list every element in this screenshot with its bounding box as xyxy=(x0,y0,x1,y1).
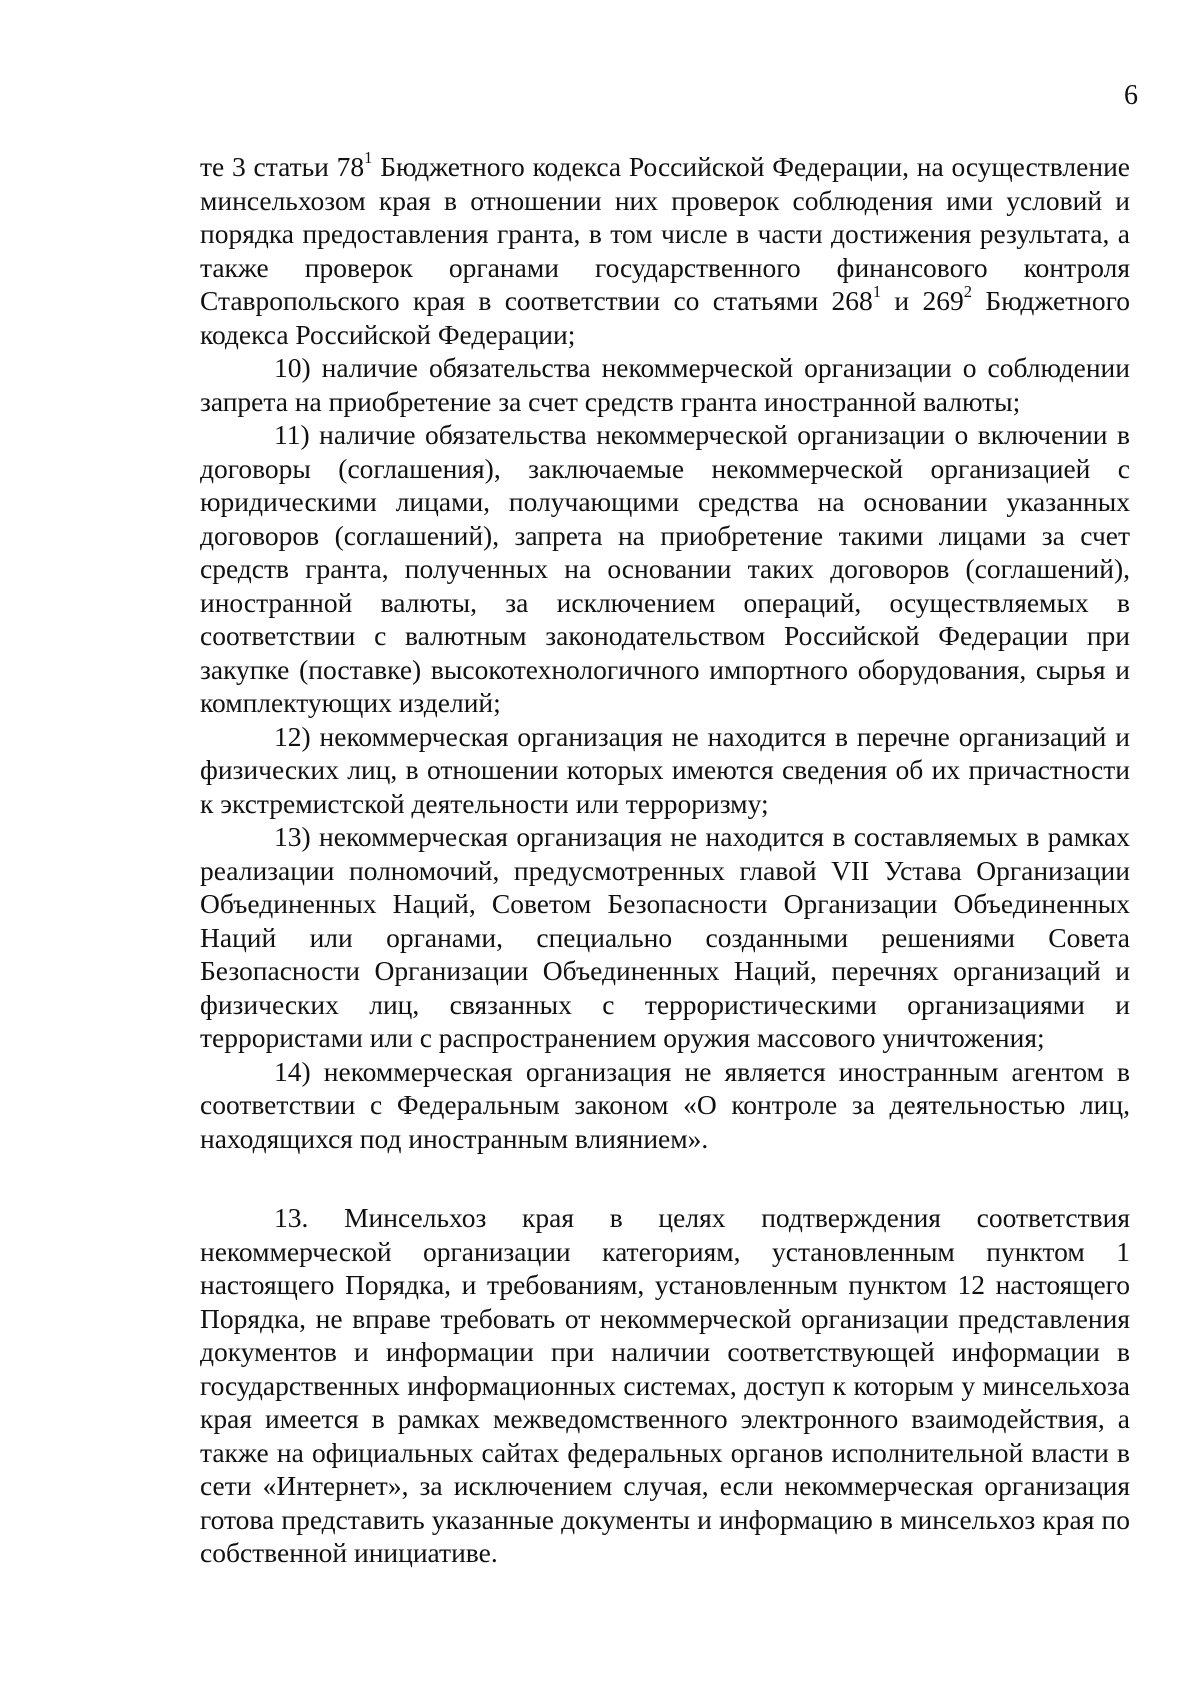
superscript: 1 xyxy=(872,282,882,302)
list-item-12: 12) некоммерческая организация не находится в перечне организаций и физических лиц, в отношении которых имеются сведения об их причастности к экстремистской деятельности или терроризму; xyxy=(200,720,1130,819)
section-13: 13. Минсельхоз края в целях подтверждения соответствия некоммерческой организации категориям, установленным пунктом 1 настоящего Порядка, и требованиям, установленным пунктом 12 настоящего Порядка, не вправе требовать от некоммерческой организации представления документов и информации при наличии соответствующей информации в государственных информационных системах, доступ к которым у минсельхоза края имеется в рамках межведомственного электронного взаимодействия, а также на официальных сайтах федеральных органов исполнительной власти в сети «Интернет», за исключением случая, если некоммерческая организация готова представить указанные документы и информацию в минсельхоз края по собственной инициативе. xyxy=(200,1202,1130,1568)
document-body xyxy=(200,150,1130,1570)
list-item-13: 13) некоммерческая организация не находится в составляемых в рамках реализации полномочий, предусмотренных главой VII Устава Организации Объединенных Наций, Советом Безопасности Организации Объединенных Наций или органами, специально созданными решениями Совета Безопасности Организации Объединенных Наций, перечнях организаций и физических лиц, связанных с террористическими организациями и террористами или с распространением оружия массового уничтожения; xyxy=(200,821,1130,1053)
paragraph-text: те 3 статьи 78 xyxy=(200,151,365,182)
page-number: 6 xyxy=(1124,80,1138,111)
paragraph-text: Бюджетного кодекса Российской Федерации, на осуществление минсельхозом края в отношении них проверок соблюдения ими условий и порядка предоставления гранта, в том числе в части достижения результата, а также проверок органами государственного финансового контроля Ставропольского края в соответствии со статьями 268 xyxy=(200,151,1130,316)
paragraph-text: и 269 xyxy=(881,285,964,316)
superscript: 1 xyxy=(364,148,373,168)
paragraph-continuation xyxy=(200,150,1130,351)
superscript: 2 xyxy=(963,282,973,302)
list-item-14: 14) некоммерческая организация не является иностранным агентом в соответствии с Федеральным законом «О контроле за деятельностью лиц, находящихся под иностранным влиянием». xyxy=(200,1055,1130,1154)
list-item-10: 10) наличие обязательства некоммерческой организации о соблюдении запрета на приобретение за счет средств гранта иностранной валюты; xyxy=(200,352,1130,417)
list-item-11: 11) наличие обязательства некоммерческой организации о включении в договоры (соглашения), заключаемые некоммерческой организацией с юридическими лицами, получающими средства на основании указанных договоров (соглашений), запрета на приобретение такими лицами за счет средств гранта, полученных на основании таких договоров (соглашений), иностранной валюты, за исключением операций, осуществляемых в соответствии с валютным законодательством Российской Федерации при закупке (поставке) высокотехнологичного импортного оборудования, сырья и комплектующих изделий; xyxy=(200,419,1130,718)
paragraph-text: Бюджетного кодекса Российской Федерации; xyxy=(200,285,1131,350)
